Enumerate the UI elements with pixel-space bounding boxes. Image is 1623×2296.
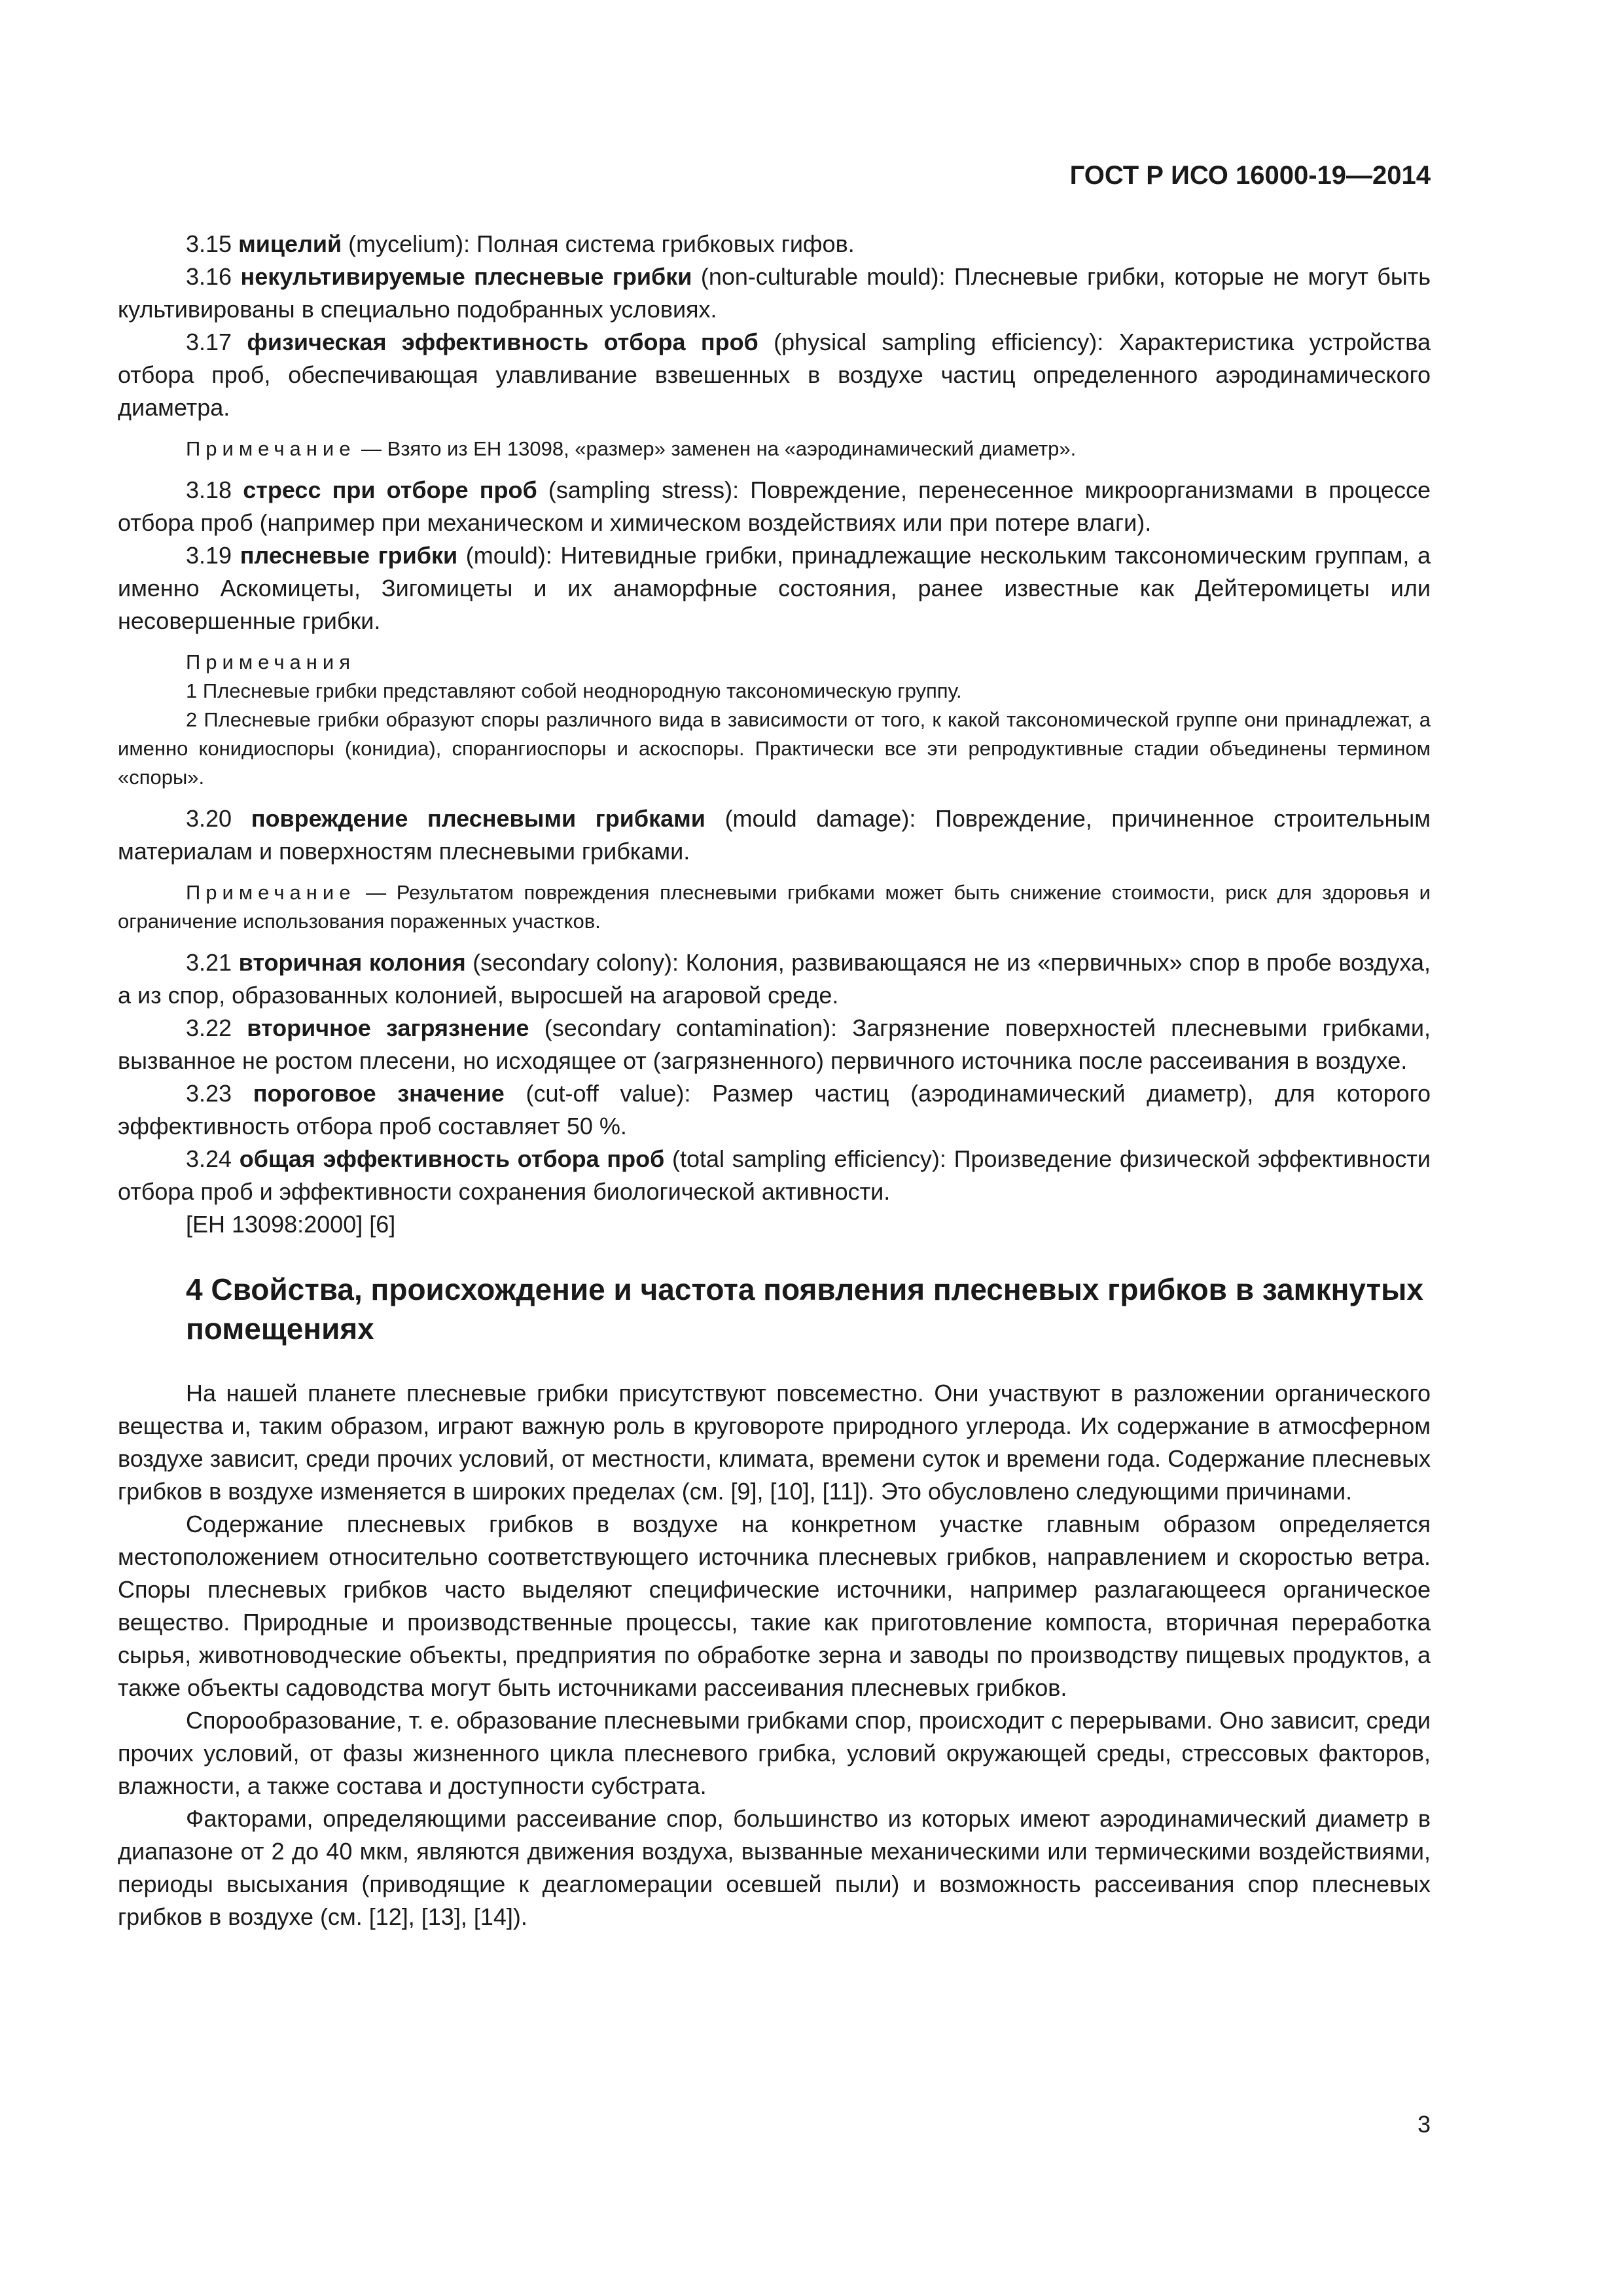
section-4-paragraph-4: Факторами, определяющими рассеивание спор, большинство из которых имеют аэродинамический диаметр в диапазоне от 2 до 40 мкм, являются движения воздуха, вызванные механическими или термическими воздействиями, периоды высыхания (приводящие к деагломерации осевшей пыли) и возможность рассеивания спор плесневых грибков в воздухе (см. [12], [13], [14]).	[118, 1805, 1431, 1930]
note-item-2: 2 Плесневые грибки образуют споры различного вида в зависимости от того, к какой таксономической группе они принадлежат, а именно конидиоспоры (конидиа), спорангиоспоры и аскоспоры. Практически все эти репродуктивные стадии объединены термином «споры».	[118, 708, 1431, 789]
definition-text: (mycelium): Полная система грибковых гифов.	[342, 230, 855, 257]
definition-number: 3.22	[186, 1014, 232, 1041]
reference-3-24: [ЕН 13098:2000] [6]	[186, 1211, 396, 1238]
definition-term: вторичная колония	[238, 949, 466, 976]
definition-term: стресс при отборе проб	[243, 476, 537, 503]
note-item-1: 1 Плесневые грибки представляют собой неоднородную таксономическую группу.	[186, 679, 962, 702]
definition-term: повреждение плесневыми грибками	[251, 805, 705, 832]
definition-3-18	[118, 474, 1431, 539]
definition-text: (sampling stress): Повреждение, перенесенное микроорганизмами в процессе отбора проб (например при механическом и химическом воздействиях или при потере влаги).	[118, 476, 1431, 536]
definition-term: мицелий	[238, 230, 342, 257]
notes-label: Примечания	[186, 651, 355, 673]
section-4-paragraph-2: Содержание плесневых грибков в воздухе на конкретном участке главным образом определяется местоположением относительно соответствующего источника плесневых грибков, направлением и скоростью ветра. Споры плесневых грибков часто выделяют специфические источники, например разлагающееся органическое вещество. Природные и производственные процессы, такие как приготовление компоста, вторичная переработка сырья, животноводческие объекты, предприятия по обработке зерна и заводы по производству пищевых продуктов, а также объекты садоводства могут быть источниками рассеивания плесневых грибков.	[118, 1511, 1431, 1701]
definition-text: (total sampling efficiency): Произведение физической эффективности отбора проб и эффективности сохранения биологической активности.	[118, 1145, 1431, 1205]
section-4-title: 4 Свойства, происхождение и частота появления плесневых грибков в замкнутых помещениях	[186, 1272, 1423, 1346]
section-4-paragraph-1: На нашей планете плесневые грибки присутствуют повсеместно. Они участвуют в разложении органического вещества и, таким образом, играют важную роль в круговороте природного углерода. Их содержание в атмосферном воздухе зависит, среди прочих условий, от местности, климата, времени суток и времени года. Содержание плесневых грибков в воздухе изменяется в широких пределах (см. [9], [10], [11]). Это обусловлено следующими причинами.	[118, 1380, 1431, 1505]
definition-number: 3.21	[186, 949, 232, 976]
definition-text: (cut-off value): Размер частиц (аэродинамический диаметр), для которого эффективность отбора проб составляет 50 %.	[118, 1080, 1431, 1139]
definition-3-23	[118, 1077, 1431, 1143]
definition-text: (mould): Нитевидные грибки, принадлежащие нескольким таксономическим группам, а именно Аскомицеты, Зигомицеты и их анаморфные состояния, ранее известные как Дейтеромицеты или несовершенные грибки.	[118, 542, 1431, 634]
definition-3-21	[118, 946, 1431, 1012]
definition-term: пороговое значение	[253, 1080, 505, 1107]
definition-number: 3.15	[186, 230, 232, 257]
section-4-paragraph-3: Спорообразование, т. е. образование плесневыми грибками спор, происходит с перерывами. Оно зависит, среди прочих условий, от фазы жизненного цикла плесневого грибка, условий окружающей среды, стрессовых факторов, влажности, а также состава и доступности субстрата.	[118, 1707, 1431, 1799]
definition-term: плесневые грибки	[240, 542, 458, 569]
definition-number: 3.18	[186, 476, 232, 503]
definition-3-20	[118, 802, 1431, 868]
definition-3-17	[118, 326, 1431, 424]
note-3-17	[118, 435, 1431, 463]
definition-3-15	[118, 228, 1431, 260]
page-number: 3	[1417, 2111, 1431, 2138]
definition-number: 3.20	[186, 805, 232, 832]
definition-number: 3.17	[186, 329, 232, 355]
note-text: — Результатом повреждения плесневыми грибками может быть снижение стоимости, риск для здоровья и ограничение использования пораженных участков.	[118, 881, 1431, 933]
definition-term: общая эффективность отбора проб	[239, 1145, 665, 1172]
definition-text: (secondary colony): Колония, развивающаяся не из «первичных» спор в пробе воздуха, а из спор, образованных колонией, выросшей на агаровой среде.	[118, 949, 1431, 1009]
note-3-20	[118, 878, 1431, 936]
note-text: — Взято из ЕН 13098, «размер» заменен на «аэродинамический диаметр».	[355, 437, 1077, 460]
definition-term: физическая эффективность отбора проб	[247, 329, 758, 355]
definition-term: некультивируемые плесневые грибки	[240, 263, 692, 290]
note-label: Примечание	[186, 437, 356, 460]
notes-3-19-label	[118, 648, 1431, 677]
definition-text: (physical sampling efficiency): Характеристика устройства отбора проб, обеспечивающая улавливание взвешенных в воздухе частиц определенного аэродинамического диаметра.	[118, 329, 1431, 421]
definition-number: 3.24	[186, 1145, 232, 1172]
definition-text: (secondary contamination): Загрязнение поверхностей плесневыми грибками, вызванное не ростом плесени, но исходящее от (загрязненного) первичного источника после рассеивания в воздухе.	[118, 1014, 1431, 1074]
definition-3-19	[118, 539, 1431, 637]
definition-term: вторичное загрязнение	[247, 1014, 529, 1041]
document-code-header: ГОСТ Р ИСО 16000-19—2014	[1069, 161, 1431, 190]
definition-number: 3.23	[186, 1080, 232, 1107]
definition-text: (non-culturable mould): Плесневые грибки, которые не могут быть культивированы в специально подобранных условиях.	[118, 263, 1431, 323]
definition-text: (mould damage): Повреждение, причиненное строительным материалам и поверхностям плесневыми грибками.	[118, 805, 1431, 865]
page-content	[118, 228, 1431, 1933]
definition-number: 3.19	[186, 542, 232, 569]
definition-number: 3.16	[186, 263, 232, 290]
definition-3-22	[118, 1012, 1431, 1077]
definition-3-16	[118, 260, 1431, 326]
definition-3-24	[118, 1143, 1431, 1208]
note-label: Примечание	[186, 881, 356, 904]
